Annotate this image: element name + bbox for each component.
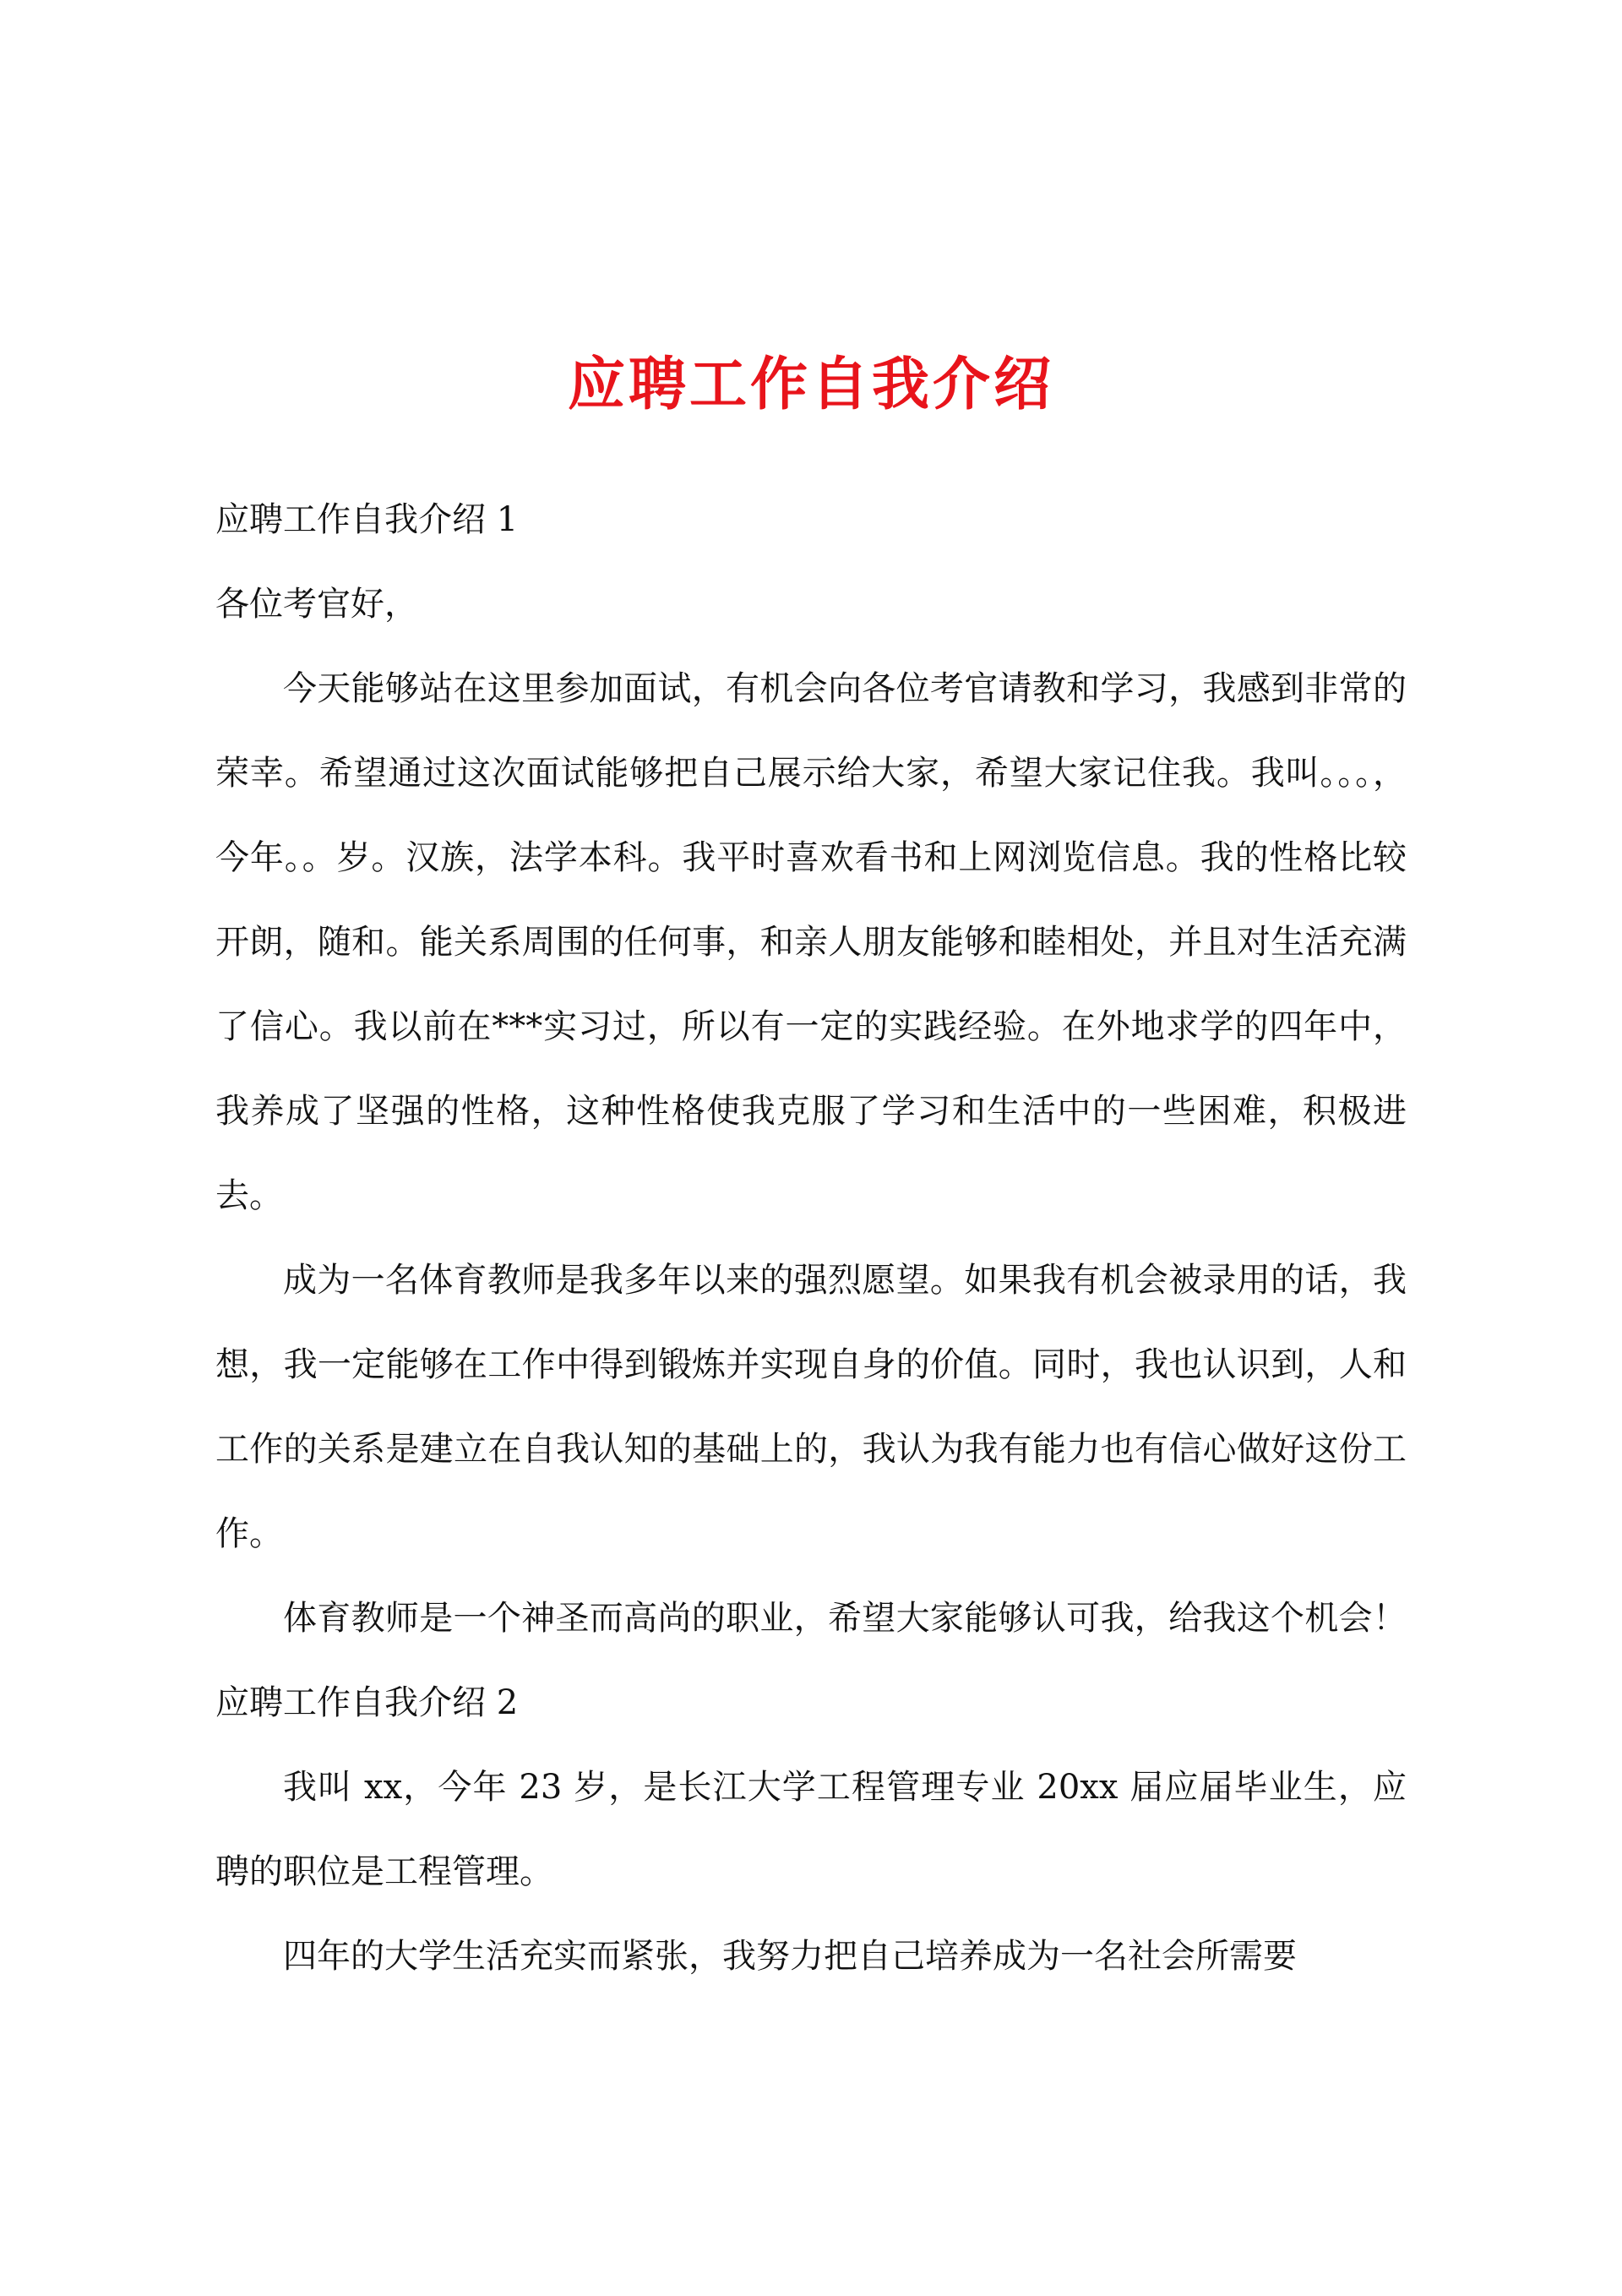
greeting-line: 各位考官好， (215, 585, 418, 624)
document-title: 应聘工作自我介绍 (567, 351, 1054, 418)
paragraph-4: 我叫 xx，今年 23 岁，是长江大学工程管理专业 20xx 届应届毕业生，应聘的职位是工程管理。 (215, 1768, 1407, 1891)
paragraph-3: 体育教师是一个神圣而高尚的职业，希望大家能够认可我，给我这个机会！应聘工作自我介绍 2 (215, 1599, 1407, 1722)
paragraph-2: 成为一名体育教师是我多年以来的强烈愿望。如果我有机会被录用的话，我想，我一定能够在工作中得到锻炼并实现自身的价值。同时，我也认识到，人和工作的关系是建立在自我认知的基础上的，我认为我有能力也有信心做好这份工作。 (215, 1261, 1407, 1553)
document-body (215, 477, 1407, 1999)
paragraph-5: 四年的大学生活充实而紧张，我努力把自己培养成为一名社会所需要 (283, 1937, 1297, 1976)
section-heading-1: 应聘工作自我介绍 1 (215, 500, 519, 539)
paragraph-1: 今天能够站在这里参加面试，有机会向各位考官请教和学习，我感到非常的荣幸。希望通过这次面试能够把自己展示给大家，希望大家记住我。我叫。。。，今年。。岁。汉族，法学本科。我平时喜欢看书和上网浏览信息。我的性格比较开朗，随和。能关系周围的任何事，和亲人朋友能够和睦相处，并且对生活充满了信心。我以前在***实习过，所以有一定的实践经验。在外地求学的四年中，我养成了坚强的性格，这种性格使我克服了学习和生活中的一些困难，积极进去。 (215, 669, 1407, 1215)
